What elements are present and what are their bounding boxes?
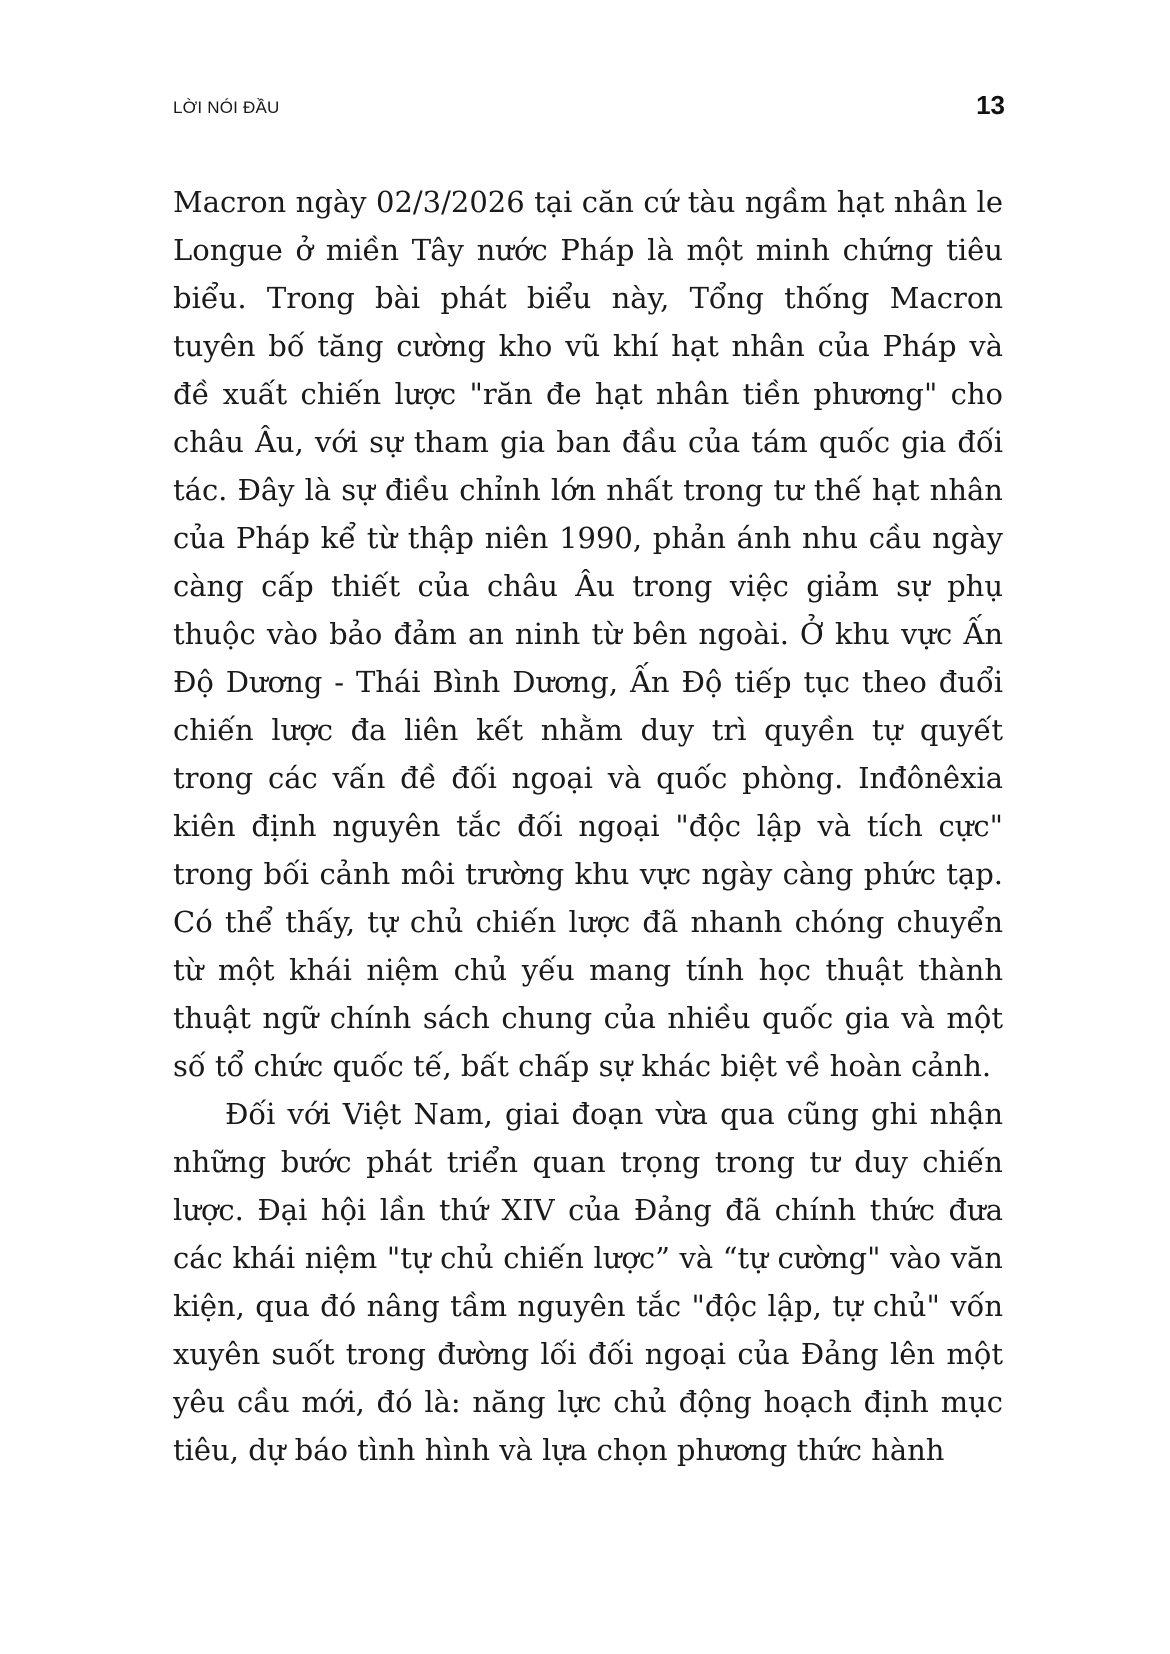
paragraph-continued: Macron ngày 02/3/2026 tại căn cứ tàu ngầm hạt nhân le Longue ở miền Tây nước Pháp là một minh chứng tiêu biểu. Trong bài phát biểu này, Tổng thống Macron tuyên bố tăng cường kho vũ khí hạt nhân của Pháp và đề xuất chiến lược "răn đe hạt nhân tiền phương" cho châu Âu, với sự tham gia ban đầu của tám quốc gia đối tác. Đây là sự điều chỉnh lớn nhất trong tư thế hạt nhân của Pháp kể từ thập niên 1990, phản ánh nhu cầu ngày càng cấp thiết của châu Âu trong việc giảm sự phụ thuộc vào bảo đảm an ninh từ bên ngoài. Ở khu vực Ấn Độ Dương - Thái Bình Dương, Ấn Độ tiếp tục theo đuổi chiến lược đa liên kết nhằm duy trì quyền tự quyết trong các vấn đề đối ngoại và quốc phòng. Inđônêxia kiên định nguyên tắc đối ngoại "độc lập và tích cực" trong bối cảnh môi trường khu vực ngày càng phức tạp. Có thể thấy, tự chủ chiến lược đã nhanh chóng chuyển từ một khái niệm chủ yếu mang tính học thuật thành thuật ngữ chính sách chung của nhiều quốc gia và một số tổ chức quốc tế, bất chấp sự khác biệt về hoàn cảnh. [173,185,1003,1083]
running-header-title: LỜI NÓI ĐẦU [173,98,280,117]
body-text [173,178,1003,1474]
paragraph-vietnam: Đối với Việt Nam, giai đoạn vừa qua cũng ghi nhận những bước phát triển quan trọng trong tư duy chiến lược. Đại hội lần thứ XIV của Đảng đã chính thức đưa các khái niệm "tự chủ chiến lược” và “tự cường" vào văn kiện, qua đó nâng tầm nguyên tắc "độc lập, tự chủ" vốn xuyên suốt trong đường lối đối ngoại của Đảng lên một yêu cầu mới, đó là: năng lực chủ động hoạch định mục tiêu, dự báo tình hình và lựa chọn phương thức hành [173,1097,1003,1467]
page-number: 13 [976,90,1005,120]
